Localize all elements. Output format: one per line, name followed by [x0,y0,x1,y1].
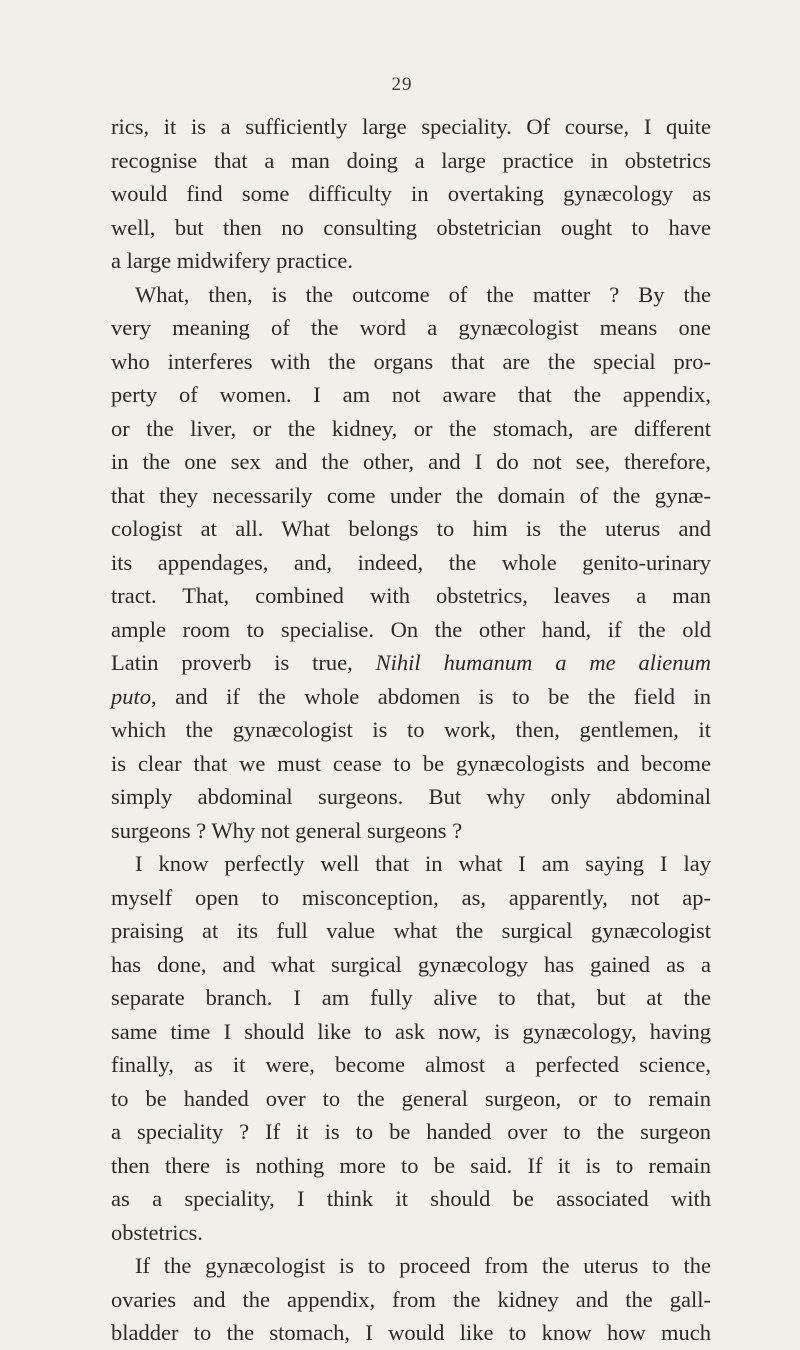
text-line: I know perfectly well that in what I am saying I lay [135,851,711,876]
body-text [111,110,711,1350]
text-line: or the liver, or the kidney, or the stomach, are different [111,415,711,441]
text-line: very meaning of the word a gynæcologist means one [111,315,711,340]
latin-proverb: Nihil humanum a me alienum [375,650,711,675]
text-line: ovaries and the appendix, from the kidney and the gall- [111,1286,711,1312]
text-line: surgeons ? Why not general surgeons ? [111,817,463,843]
text-line: finally, as it were, become almost a perfected science, [111,1052,711,1077]
text-line: as a speciality, I think it should be associated with [111,1186,711,1211]
text-line: separate branch. I am fully alive to that, but at the [111,985,711,1010]
text-line: myself open to misconception, as, apparently, not ap- [111,884,711,910]
text-line: which the gynæcologist is to work, then, gentlemen, it [111,717,711,742]
text-line: perty of women. I am not aware that the appendix, [111,382,711,407]
text-line: bladder to the stomach, I would like to know how much [111,1320,711,1345]
text-line: obstetrics. [111,1219,203,1245]
text-line: same time I should like to ask now, is gynæcology, having [111,1018,711,1044]
text-line: that they necessarily come under the domain of the gynæ- [111,482,711,508]
text-line [111,680,711,714]
text-line: well, but then no consulting obstetrician ought to have [111,214,711,240]
text-line: ample room to specialise. On the other hand, if the old [111,616,711,642]
text-line: rics, it is a sufficiently large speciality. Of course, I quite [111,114,711,139]
text-line: a large midwifery practice. [111,248,353,273]
text-line: tract. That, combined with obstetrics, leaves a man [111,583,711,608]
text-line: then there is nothing more to be said. If it is to remain [111,1152,711,1178]
text-segment: , and if the whole abdomen is to be the field in [151,683,711,709]
text-line: cologist at all. What belongs to him is the uterus and [111,516,711,541]
text-line: would find some difficulty in overtaking gynæcology as [111,181,711,206]
text-line [111,646,711,680]
text-line: in the one sex and the other, and I do not see, therefore, [111,449,711,474]
text-line: simply abdominal surgeons. But why only abdominal [111,784,711,809]
text-line: to be handed over to the general surgeon, or to remain [111,1085,711,1111]
text-line: If the gynæcologist is to proceed from the uterus to the [135,1253,711,1278]
text-line: recognise that a man doing a large practice in obstetrics [111,147,711,173]
text-line: is clear that we must cease to be gynæcologists and become [111,750,711,776]
text-line: its appendages, and, indeed, the whole genito-urinary [111,549,711,575]
latin-proverb-end: puto [111,683,152,709]
page-number: 29 [391,74,413,95]
text-line: who interferes with the organs that are the special pro- [111,348,711,374]
text-line: a speciality ? If it is to be handed over to the surgeon [111,1119,711,1144]
text-line: has done, and what surgical gynæcology has gained as a [111,951,711,977]
text-segment: Latin proverb is true, [111,650,353,675]
text-line: What, then, is the outcome of the matter ? By the [135,281,711,307]
text-line: praising at its full value what the surgical gynæcologist [111,918,711,943]
